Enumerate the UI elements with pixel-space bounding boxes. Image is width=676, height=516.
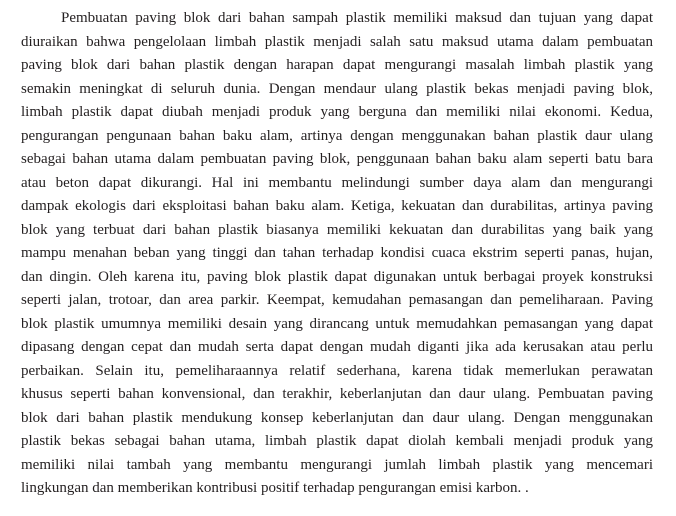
text-line: memiliki nilai tambah yang membantu mengurangi jumlah limbah plastik yang mencemari bbox=[21, 456, 653, 473]
text-line: mampu menahan beban yang tinggi dan tahan terhadap kondisi cuaca ekstrim seperti panas, hujan, bbox=[21, 245, 653, 261]
text-line: blok plastik umumnya memiliki desain yang dirancang untuk memudahkan pemasangan yang dapat bbox=[21, 315, 653, 332]
text-line: seperti jalan, trotoar, dan area parkir. Keempat, kemudahan pemasangan dan pemeliharaan. Paving bbox=[21, 292, 653, 308]
text-line: semakin meningkat di seluruh dunia. Dengan mendaur ulang plastik bekas menjadi paving blok, bbox=[21, 80, 653, 97]
text-line: blok dari bahan plastik mendukung konsep keberlanjutan dan daur ulang. Dengan menggunakan bbox=[21, 409, 653, 426]
text-line: lingkungan dan memberikan kontribusi positif terhadap pengurangan emisi karbon. . bbox=[21, 480, 529, 496]
text-line: khusus seperti bahan konvensional, dan terakhir, keberlanjutan dan daur ulang. Pembuatan paving bbox=[21, 386, 653, 402]
text-line: diuraikan bahwa pengelolaan limbah plastik menjadi salah satu maksud utama dalam pembuatan bbox=[21, 33, 653, 50]
text-line: perbaikan. Selain itu, pemeliharaannya relatif sederhana, karena tidak memerlukan perawatan bbox=[21, 362, 653, 379]
text-line: blok yang terbuat dari bahan plastik biasanya memiliki kekuatan dan durabilitas yang baik yang bbox=[21, 221, 653, 238]
text-line: sebagai bahan utama dalam pembuatan paving blok, penggunaan bahan baku alam seperti batu bara bbox=[21, 151, 653, 167]
text-line: dampak ekologis dari eksploitasi bahan baku alam. Ketiga, kekuatan dan durabilitas, artinya paving bbox=[21, 198, 653, 214]
text-line: dipasang dengan cepat dan mudah serta dapat dengan mudah diganti jika ada kerusakan atau perlu bbox=[21, 339, 653, 355]
text-line: atau beton dapat dikurangi. Hal ini membantu melindungi sumber daya alam dan mengurangi bbox=[21, 174, 653, 191]
text-line: limbah plastik dapat diubah menjadi produk yang berguna dan memiliki nilai ekonomi. Kedua, bbox=[21, 104, 653, 120]
text-line: paving blok dari bahan plastik dengan harapan dapat mengurangi masalah limbah plastik yang bbox=[21, 57, 653, 73]
text-line: pengurangan pengunaan bahan baku alam, artinya dengan menggunakan bahan plastik daur ulang bbox=[21, 127, 653, 144]
text-line: plastik bekas sebagai bahan utama, limbah plastik dapat diolah kembali menjadi produk yang bbox=[21, 433, 653, 449]
text-line: dan dingin. Oleh karena itu, paving blok plastik dapat digunakan untuk berbagai proyek konstruksi bbox=[21, 268, 653, 285]
text-line: Pembuatan paving blok dari bahan sampah plastik memiliki maksud dan tujuan yang dapat bbox=[61, 10, 653, 26]
body-paragraph bbox=[21, 7, 653, 501]
